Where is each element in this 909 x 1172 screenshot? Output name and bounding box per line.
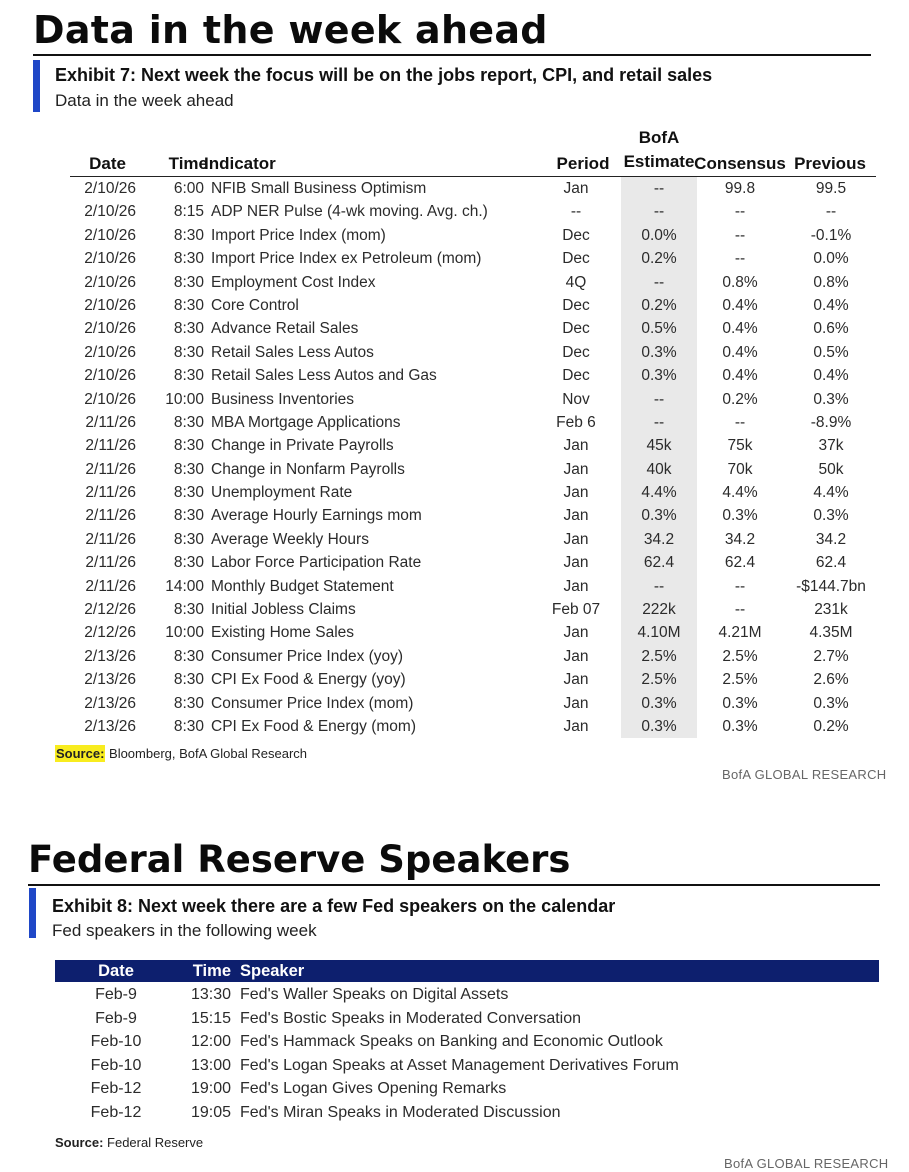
exhibit7-source bbox=[55, 745, 307, 763]
speakers-table-header bbox=[55, 960, 879, 982]
cell-consensus: 0.8% bbox=[722, 273, 758, 291]
cell-estimate: 0.3% bbox=[641, 717, 677, 735]
cell-time: 8:30 bbox=[173, 530, 204, 548]
cell-date: 2/11/26 bbox=[85, 507, 136, 525]
cell-indicator: Unemployment Rate bbox=[211, 484, 353, 502]
table-row bbox=[70, 458, 876, 481]
cell-time: 8:30 bbox=[173, 694, 204, 712]
cell-estimate: -- bbox=[653, 413, 665, 431]
cell-date: Feb-12 bbox=[90, 1080, 142, 1098]
cell-time: 8:30 bbox=[173, 320, 204, 338]
cell-previous: -0.1% bbox=[810, 226, 852, 244]
cell-period: Jan bbox=[563, 671, 589, 689]
table-row bbox=[70, 715, 876, 738]
cell-estimate: 4.10M bbox=[637, 624, 681, 642]
cell-indicator: Retail Sales Less Autos bbox=[211, 343, 374, 361]
table-row bbox=[55, 1053, 879, 1077]
cell-date: 2/13/26 bbox=[84, 671, 136, 689]
cell-consensus: -- bbox=[734, 601, 746, 619]
cell-date: 2/12/26 bbox=[84, 601, 136, 619]
header-date: Date bbox=[89, 154, 126, 173]
cell-date: 2/10/26 bbox=[84, 343, 136, 361]
cell-consensus: 99.8 bbox=[724, 180, 756, 197]
cell-estimate: -- bbox=[653, 203, 665, 221]
cell-indicator: Consumer Price Index (yoy) bbox=[211, 647, 404, 665]
cell-time: 10:00 bbox=[165, 390, 204, 408]
cell-date: 2/11/26 bbox=[85, 577, 136, 595]
cell-time: 8:30 bbox=[173, 671, 204, 689]
table-row bbox=[70, 598, 876, 621]
speakers-table-body bbox=[55, 982, 879, 1124]
cell-estimate: 2.5% bbox=[641, 671, 677, 689]
cell-date: 2/13/26 bbox=[84, 647, 136, 665]
exhibit7-accent-bar bbox=[33, 60, 40, 112]
cell-previous: 0.4% bbox=[813, 296, 849, 314]
cell-time: 8:30 bbox=[173, 601, 204, 619]
cell-estimate: -- bbox=[653, 390, 665, 408]
cell-time: 8:30 bbox=[173, 554, 204, 572]
cell-estimate: 0.5% bbox=[641, 320, 677, 338]
cell-period: Jan bbox=[563, 717, 589, 735]
cell-indicator: Labor Force Participation Rate bbox=[211, 554, 422, 572]
cell-date: 2/11/26 bbox=[85, 413, 136, 431]
cell-indicator: Import Price Index (mom) bbox=[211, 226, 386, 244]
cell-period: Jan bbox=[563, 180, 589, 197]
cell-indicator: Consumer Price Index (mom) bbox=[211, 694, 414, 712]
cell-date: 2/12/26 bbox=[84, 624, 136, 642]
cell-estimate: 0.3% bbox=[641, 343, 677, 361]
cell-indicator: Import Price Index ex Petroleum (mom) bbox=[211, 250, 482, 268]
cell-estimate: 4.4% bbox=[641, 484, 677, 502]
cell-consensus: -- bbox=[734, 250, 746, 268]
table-row bbox=[70, 200, 876, 223]
cell-period: Feb 6 bbox=[556, 413, 596, 431]
cell-time: 8:30 bbox=[173, 413, 204, 431]
cell-previous: 62.4 bbox=[815, 554, 847, 572]
cell-time: 8:30 bbox=[173, 460, 204, 478]
table-row bbox=[55, 1029, 879, 1053]
cell-period: -- bbox=[570, 203, 582, 221]
cell-consensus: 0.4% bbox=[722, 343, 758, 361]
table-row bbox=[55, 982, 879, 1006]
cell-date: Feb-10 bbox=[90, 1033, 142, 1051]
cell-period: Dec bbox=[562, 367, 590, 385]
cell-estimate: 0.0% bbox=[641, 226, 677, 244]
cell-consensus: 0.4% bbox=[722, 367, 758, 385]
cell-time: 8:30 bbox=[173, 647, 204, 665]
cell-indicator: Business Inventories bbox=[211, 390, 355, 408]
cell-speaker: Fed's Logan Speaks at Asset Management Derivatives Forum bbox=[240, 1056, 679, 1074]
data-week-table bbox=[70, 128, 876, 738]
cell-period: Dec bbox=[562, 250, 590, 268]
exhibit8-accent-bar bbox=[29, 888, 36, 938]
cell-period: Nov bbox=[562, 390, 590, 408]
header-consensus: Consensus bbox=[694, 154, 786, 173]
cell-previous: 2.6% bbox=[813, 671, 849, 689]
cell-estimate: 45k bbox=[646, 437, 672, 455]
cell-date: Feb-10 bbox=[90, 1056, 142, 1074]
cell-estimate: 0.3% bbox=[641, 694, 677, 712]
table-row bbox=[70, 388, 876, 411]
brand-footer-2: BofA GLOBAL RESEARCH bbox=[724, 1156, 889, 1171]
cell-period: Jan bbox=[563, 647, 589, 665]
cell-period: Jan bbox=[563, 460, 589, 478]
cell-date: 2/10/26 bbox=[84, 203, 136, 221]
cell-time: 8:30 bbox=[173, 226, 204, 244]
cell-consensus: 0.3% bbox=[722, 507, 758, 525]
table-row bbox=[70, 247, 876, 270]
cell-consensus: 2.5% bbox=[722, 647, 758, 665]
cell-consensus: 0.3% bbox=[722, 694, 758, 712]
table-row bbox=[70, 411, 876, 434]
cell-time: 13:30 bbox=[190, 986, 231, 1003]
cell-previous: 2.7% bbox=[813, 647, 849, 665]
table-row bbox=[70, 551, 876, 574]
cell-date: Feb-9 bbox=[95, 986, 137, 1003]
table-row bbox=[70, 481, 876, 504]
cell-period: Jan bbox=[563, 437, 589, 455]
cell-estimate: 34.2 bbox=[643, 530, 675, 548]
cell-estimate: 2.5% bbox=[641, 647, 677, 665]
cell-estimate: 0.2% bbox=[641, 296, 677, 314]
cell-previous: 34.2 bbox=[815, 530, 847, 548]
cell-estimate: 0.3% bbox=[641, 507, 677, 525]
cell-indicator: Retail Sales Less Autos and Gas bbox=[211, 367, 437, 385]
cell-indicator: ADP NER Pulse (4-wk moving. Avg. ch.) bbox=[211, 203, 488, 221]
table-row bbox=[70, 692, 876, 715]
cell-consensus: 4.21M bbox=[718, 624, 762, 642]
cell-speaker: Fed's Logan Gives Opening Remarks bbox=[240, 1080, 507, 1098]
table-header bbox=[70, 128, 876, 176]
cell-time: 8:30 bbox=[173, 507, 204, 525]
table-row bbox=[70, 341, 876, 364]
header-date: Date bbox=[98, 962, 134, 980]
cell-time: 19:00 bbox=[190, 1080, 231, 1098]
cell-consensus: 2.5% bbox=[722, 671, 758, 689]
cell-period: Dec bbox=[562, 296, 590, 314]
cell-time: 8:15 bbox=[173, 203, 204, 221]
cell-estimate: 0.3% bbox=[641, 367, 677, 385]
cell-time: 8:30 bbox=[173, 343, 204, 361]
cell-date: 2/10/26 bbox=[84, 273, 136, 291]
cell-previous: 50k bbox=[818, 460, 844, 478]
cell-consensus: -- bbox=[734, 203, 746, 221]
cell-period: Jan bbox=[563, 484, 589, 502]
cell-indicator: Core Control bbox=[211, 296, 299, 314]
table-row bbox=[70, 177, 876, 200]
header-period: Period bbox=[556, 154, 610, 173]
cell-previous: 0.0% bbox=[813, 250, 849, 268]
cell-consensus: 0.3% bbox=[722, 717, 758, 735]
cell-date: 2/11/26 bbox=[85, 437, 136, 455]
cell-period: Jan bbox=[563, 694, 589, 712]
cell-consensus: 4.4% bbox=[722, 484, 758, 502]
cell-previous: 0.3% bbox=[813, 694, 849, 712]
table-row bbox=[70, 621, 876, 644]
cell-consensus: 34.2 bbox=[724, 530, 756, 548]
cell-consensus: -- bbox=[734, 226, 746, 244]
cell-date: 2/10/26 bbox=[84, 296, 136, 314]
cell-indicator: CPI Ex Food & Energy (mom) bbox=[211, 717, 417, 735]
cell-indicator: Advance Retail Sales bbox=[211, 320, 359, 338]
cell-indicator: NFIB Small Business Optimism bbox=[211, 180, 427, 197]
cell-indicator: Existing Home Sales bbox=[211, 624, 355, 642]
cell-previous: 37k bbox=[818, 437, 844, 455]
cell-estimate: 0.2% bbox=[641, 250, 677, 268]
cell-date: 2/11/26 bbox=[85, 460, 136, 478]
section2-divider bbox=[28, 884, 880, 886]
cell-speaker: Fed's Miran Speaks in Moderated Discussion bbox=[240, 1103, 561, 1121]
cell-consensus: 75k bbox=[727, 437, 753, 455]
cell-consensus: 0.2% bbox=[722, 390, 758, 408]
cell-date: 2/10/26 bbox=[84, 390, 136, 408]
cell-previous: 4.35M bbox=[809, 624, 853, 642]
table-row bbox=[70, 504, 876, 527]
section2-title: Federal Reserve Speakers bbox=[28, 838, 571, 881]
cell-indicator: Average Hourly Earnings mom bbox=[211, 507, 422, 525]
source-label: Source: bbox=[56, 746, 105, 761]
cell-time: 6:00 bbox=[173, 180, 204, 197]
cell-estimate: 62.4 bbox=[643, 554, 675, 572]
cell-consensus: 62.4 bbox=[724, 554, 756, 572]
header-previous: Previous bbox=[794, 154, 866, 173]
exhibit7-title: Exhibit 7: Next week the focus will be on the jobs report, CPI, and retail sales bbox=[55, 65, 713, 85]
cell-consensus: -- bbox=[734, 413, 746, 431]
cell-date: 2/10/26 bbox=[84, 226, 136, 244]
table-row bbox=[70, 271, 876, 294]
source-text: Bloomberg, BofA Global Research bbox=[105, 746, 308, 761]
cell-estimate: -- bbox=[653, 273, 665, 291]
cell-period: Dec bbox=[562, 226, 590, 244]
cell-previous: 0.5% bbox=[813, 343, 849, 361]
table-row bbox=[70, 364, 876, 387]
cell-date: 2/10/26 bbox=[84, 250, 136, 268]
cell-indicator: Change in Private Payrolls bbox=[211, 437, 394, 455]
table-row bbox=[70, 294, 876, 317]
cell-speaker: Fed's Hammack Speaks on Banking and Economic Outlook bbox=[240, 1033, 663, 1051]
cell-previous: 0.2% bbox=[813, 717, 849, 735]
header-bofa-estimate bbox=[617, 126, 701, 174]
cell-speaker: Fed's Waller Speaks on Digital Assets bbox=[240, 986, 509, 1003]
header-time: Time bbox=[192, 962, 231, 980]
cell-consensus: -- bbox=[734, 577, 746, 595]
cell-consensus: 70k bbox=[727, 460, 753, 478]
header-time: Time bbox=[168, 154, 208, 173]
cell-time: 8:30 bbox=[173, 250, 204, 268]
table-row bbox=[70, 645, 876, 668]
cell-previous: 0.4% bbox=[813, 367, 849, 385]
table-row bbox=[70, 668, 876, 691]
cell-previous: -$144.7bn bbox=[796, 577, 866, 595]
table-row bbox=[55, 1100, 879, 1124]
cell-date: 2/13/26 bbox=[84, 694, 136, 712]
table-row bbox=[70, 317, 876, 340]
table-row bbox=[70, 528, 876, 551]
cell-previous: -- bbox=[825, 203, 837, 221]
cell-previous: 99.5 bbox=[815, 180, 847, 197]
table-row bbox=[55, 1076, 879, 1100]
cell-consensus: 0.4% bbox=[722, 296, 758, 314]
exhibit8-title: Exhibit 8: Next week there are a few Fed speakers on the calendar bbox=[52, 896, 616, 916]
cell-time: 8:30 bbox=[173, 717, 204, 735]
cell-date: 2/10/26 bbox=[84, 367, 136, 385]
cell-previous: 231k bbox=[814, 601, 848, 619]
exhibit8-subtitle: Fed speakers in the following week bbox=[52, 921, 317, 940]
cell-consensus: 0.4% bbox=[722, 320, 758, 338]
header-indicator: Indicator bbox=[204, 154, 276, 173]
cell-period: Jan bbox=[563, 554, 589, 572]
cell-date: 2/11/26 bbox=[85, 554, 136, 572]
cell-time: 15:15 bbox=[190, 1009, 231, 1027]
cell-date: 2/11/26 bbox=[85, 484, 136, 502]
cell-period: Jan bbox=[563, 577, 589, 595]
cell-previous: 0.3% bbox=[813, 507, 849, 525]
cell-period: 4Q bbox=[565, 273, 587, 291]
cell-speaker: Fed's Bostic Speaks in Moderated Conversation bbox=[240, 1009, 582, 1027]
cell-indicator: Change in Nonfarm Payrolls bbox=[211, 460, 405, 478]
cell-period: Dec bbox=[562, 343, 590, 361]
cell-indicator: Average Weekly Hours bbox=[211, 530, 369, 548]
cell-time: 8:30 bbox=[173, 437, 204, 455]
cell-previous: 4.4% bbox=[813, 484, 849, 502]
table-row bbox=[55, 1006, 879, 1030]
cell-estimate: 222k bbox=[642, 601, 676, 619]
cell-date: Feb-9 bbox=[95, 1009, 137, 1027]
section1-title: Data in the week ahead bbox=[33, 8, 548, 52]
brand-footer-1: BofA GLOBAL RESEARCH bbox=[722, 767, 887, 782]
cell-period: Dec bbox=[562, 320, 590, 338]
cell-date: 2/13/26 bbox=[84, 717, 136, 735]
cell-time: 19:05 bbox=[190, 1103, 231, 1121]
cell-date: 2/11/26 bbox=[85, 530, 136, 548]
source-label: Source: bbox=[55, 1135, 104, 1150]
cell-date: 2/10/26 bbox=[84, 320, 136, 338]
table-body bbox=[70, 177, 876, 738]
cell-indicator: Initial Jobless Claims bbox=[211, 601, 356, 619]
cell-estimate: -- bbox=[653, 577, 665, 595]
cell-indicator: Monthly Budget Statement bbox=[211, 577, 394, 595]
cell-time: 8:30 bbox=[173, 273, 204, 291]
cell-previous: -8.9% bbox=[810, 413, 852, 431]
cell-estimate: -- bbox=[653, 180, 665, 197]
cell-time: 8:30 bbox=[173, 367, 204, 385]
cell-date: Feb-12 bbox=[90, 1103, 142, 1121]
cell-period: Jan bbox=[563, 507, 589, 525]
exhibit7-subtitle: Data in the week ahead bbox=[55, 91, 234, 110]
cell-previous: 0.8% bbox=[813, 273, 849, 291]
cell-time: 12:00 bbox=[190, 1033, 231, 1051]
cell-period: Feb 07 bbox=[551, 601, 601, 619]
cell-indicator: Employment Cost Index bbox=[211, 273, 376, 291]
cell-indicator: CPI Ex Food & Energy (yoy) bbox=[211, 671, 406, 689]
section1-divider bbox=[33, 54, 871, 56]
source-text: Federal Reserve bbox=[103, 1135, 204, 1150]
table-row bbox=[70, 224, 876, 247]
table-row bbox=[70, 434, 876, 457]
cell-time: 8:30 bbox=[173, 484, 204, 502]
cell-time: 14:00 bbox=[165, 577, 204, 595]
cell-time: 13:00 bbox=[190, 1056, 231, 1074]
cell-indicator: MBA Mortgage Applications bbox=[211, 413, 401, 431]
cell-period: Jan bbox=[563, 530, 589, 548]
cell-time: 8:30 bbox=[173, 296, 204, 314]
cell-previous: 0.3% bbox=[813, 390, 849, 408]
cell-period: Jan bbox=[563, 624, 589, 642]
table-row bbox=[70, 575, 876, 598]
exhibit8-source bbox=[55, 1134, 203, 1152]
cell-time: 10:00 bbox=[165, 624, 204, 642]
header-estimate-line1: BofA bbox=[638, 128, 680, 147]
cell-previous: 0.6% bbox=[813, 320, 849, 338]
cell-date: 2/10/26 bbox=[84, 180, 136, 197]
header-speaker: Speaker bbox=[240, 962, 305, 980]
fed-speakers-table bbox=[55, 960, 879, 1124]
cell-estimate: 40k bbox=[646, 460, 672, 478]
header-estimate-line2: Estimate bbox=[623, 152, 695, 171]
